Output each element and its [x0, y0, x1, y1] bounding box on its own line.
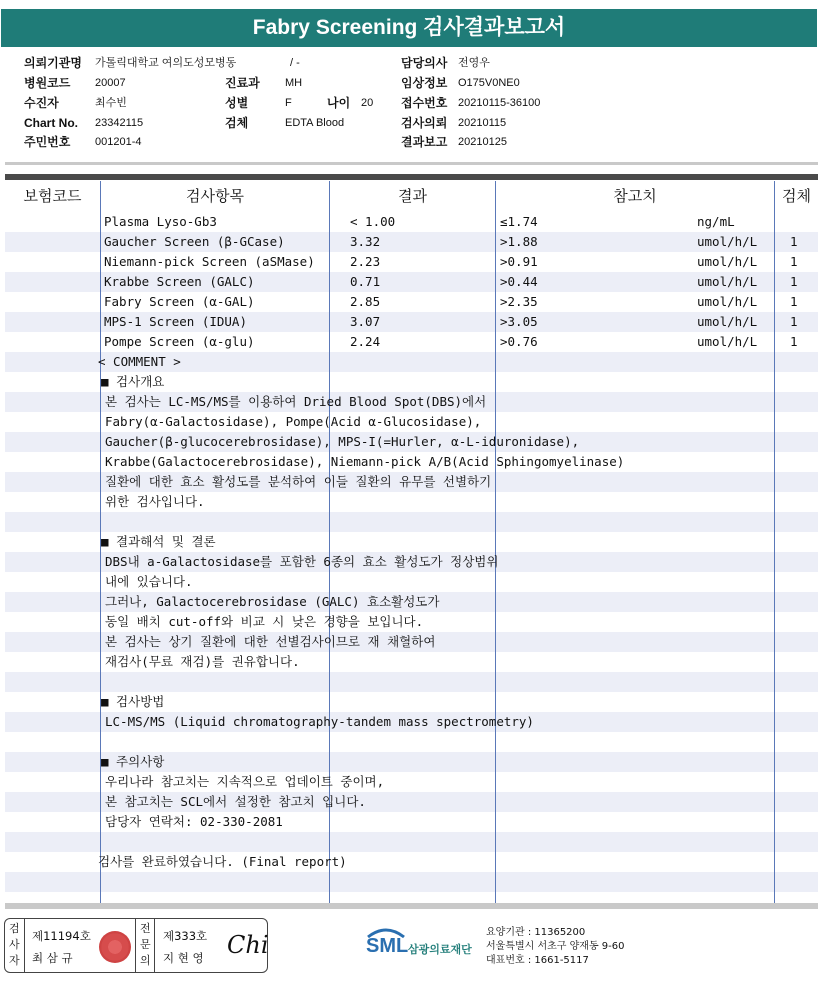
comment-line: ■ 결과해석 및 결론 [101, 534, 216, 549]
unit: umol/h/L [697, 334, 758, 349]
header-reference: 참고치 [613, 187, 657, 205]
hospital-code-label: 병원코드 [24, 76, 71, 90]
inspector-label: 검사자 [9, 922, 20, 967]
test-result: 3.32 [350, 234, 381, 249]
unit: umol/h/L [697, 274, 758, 289]
header-result: 결과 [398, 187, 427, 205]
comment-line: ■ 검사방법 [101, 694, 165, 709]
test-result: 2.23 [350, 254, 381, 269]
comment-line: ■ 검사개요 [101, 374, 165, 389]
reference-range: >2.35 [500, 294, 538, 309]
test-item: Niemann-pick Screen (aSMase) [104, 254, 315, 269]
age-label: 나이 [327, 96, 351, 110]
specialist-label: 전문의 [140, 922, 151, 967]
request-value: 20210115 [458, 117, 507, 129]
reference-range: >0.91 [500, 254, 538, 269]
header-insurance-code: 보험코드 [23, 187, 82, 205]
org-address: 서울특별시 서초구 양재동 9-60 [486, 941, 625, 952]
table-row [5, 232, 818, 252]
comment-line: 위한 검사입니다. [105, 494, 205, 509]
comment-line: DBS내 a-Galactosidase를 포함한 6종의 효소 활성도가 정상범위 [105, 554, 499, 569]
report-footer [0, 915, 818, 983]
receipt-value: 20210115-36100 [458, 97, 541, 109]
org-phone: 대표번호 : 1661-5117 [486, 955, 589, 966]
unit: umol/h/L [697, 294, 758, 309]
receipt-label: 접수번호 [401, 96, 448, 110]
report-label: 결과보고 [401, 135, 448, 149]
comment-line: LC-MS/MS (Liquid chromatography-tandem mass spectrometry) [105, 714, 534, 729]
specimen-label: 검체 [225, 116, 249, 130]
header-specimen: 검체 [782, 187, 811, 205]
comment-line: 동일 배치 cut-off와 비교 시 낮은 경향을 보입니다. [105, 614, 424, 629]
unit: umol/h/L [697, 254, 758, 269]
inspector-label-cell [5, 919, 25, 972]
age-value: 20 [361, 97, 374, 109]
comment-line: 내에 있습니다. [105, 574, 193, 589]
test-item: Krabbe Screen (GALC) [104, 274, 255, 289]
specialist-number: 제333호 [163, 929, 208, 943]
test-item: Plasma Lyso-Gb3 [104, 214, 217, 229]
comment-line: 본 검사는 상기 질환에 대한 선별검사이므로 재 채혈하여 [105, 634, 436, 649]
specimen-code: 1 [790, 254, 798, 269]
resident-value: 001201-4 [95, 136, 142, 148]
reference-range: >0.44 [500, 274, 538, 289]
table-header [5, 181, 818, 211]
institution-value: 가톨릭대학교 여의도성모병동 [95, 57, 237, 69]
specialist-label-cell [135, 919, 155, 972]
resident-label: 주민번호 [24, 135, 71, 149]
seal-stamp-icon [99, 931, 131, 963]
comment-line: 질환에 대한 효소 활성도를 분석하여 이들 질환의 유무를 선별하기 [105, 474, 492, 489]
org-contact [486, 926, 625, 968]
table-row [5, 312, 818, 332]
chart-label: Chart No. [24, 116, 78, 130]
comment-line: 본 참고치는 SCL에서 설정한 참고치 입니다. [105, 794, 366, 809]
logo-text: SML [366, 935, 409, 957]
test-result: 2.24 [350, 334, 381, 349]
inspector-name: 최 삼 규 [32, 951, 73, 965]
doctor-label: 담당의사 [401, 56, 448, 70]
specimen-code: 1 [790, 234, 798, 249]
divider [5, 162, 818, 165]
test-result: 3.07 [350, 314, 381, 329]
unit: umol/h/L [697, 314, 758, 329]
reference-range: ≤1.74 [500, 214, 538, 229]
comment-line: 그러나, Galactocerebrosidase (GALC) 효소활성도가 [105, 594, 440, 609]
dept-label: 진료과 [225, 76, 260, 90]
table-row [5, 292, 818, 312]
specimen-code: 1 [790, 294, 798, 309]
patient-info [0, 52, 818, 156]
test-item: Gaucher Screen (β-GCase) [104, 234, 285, 249]
table-row [5, 252, 818, 272]
test-item: Fabry Screen (α-GAL) [104, 294, 255, 309]
sex-label: 성별 [225, 96, 249, 110]
test-result: 0.71 [350, 274, 381, 289]
table-row [5, 212, 818, 232]
divider-bottom [5, 903, 818, 909]
unit: ng/mL [697, 214, 735, 229]
specimen-code: 1 [790, 314, 798, 329]
comment-line: ■ 주의사항 [101, 754, 165, 769]
clinical-value: O175V0NE0 [458, 77, 520, 89]
sex-value: F [285, 97, 292, 109]
comment-line: 담당자 연락처: 02-330-2081 [105, 814, 283, 829]
specimen-code: 1 [790, 334, 798, 349]
signature-box [4, 918, 268, 973]
org-name: 삼광의료재단 [408, 943, 472, 956]
report-value: 20210125 [458, 136, 507, 148]
divider-thick [5, 174, 818, 180]
comment-header: < COMMENT > [98, 354, 181, 369]
specialist-name: 지 현 영 [163, 951, 204, 965]
reference-range: >1.88 [500, 234, 538, 249]
report-title: Fabry Screening 검사결과보고서 [1, 9, 817, 47]
recipient-label: 수진자 [24, 96, 59, 110]
hospital-code-value: 20007 [95, 77, 126, 89]
comment-line: 본 검사는 LC-MS/MS를 이용하여 Dried Blood Spot(DBS)에서 [105, 394, 487, 409]
test-result: < 1.00 [350, 214, 396, 229]
reference-range: >3.05 [500, 314, 538, 329]
inspector-number: 제11194호 [32, 929, 91, 943]
unit: umol/h/L [697, 234, 758, 249]
comment-line: 우리나라 참고치는 지속적으로 업데이트 중이며, [105, 774, 385, 789]
doctor-value: 전영우 [458, 57, 490, 69]
institution-label: 의뢰기관명 [24, 56, 82, 70]
clinical-label: 임상정보 [401, 76, 448, 90]
final-report-note: 검사를 완료하였습니다. (Final report) [98, 854, 347, 869]
request-label: 검사의뢰 [401, 116, 448, 130]
care-org-code: 요양기관 : 11365200 [486, 927, 586, 938]
comment-line: 재검사(무료 재검)를 권유합니다. [105, 654, 300, 669]
specialist-signature: Chi [227, 931, 269, 959]
test-item: Pompe Screen (α-glu) [104, 334, 255, 349]
reference-range: >0.76 [500, 334, 538, 349]
header-test-item: 검사항목 [186, 187, 244, 205]
test-item: MPS-1 Screen (IDUA) [104, 314, 247, 329]
test-result: 2.85 [350, 294, 381, 309]
chart-value: 23342115 [95, 117, 144, 129]
table-row [5, 332, 818, 352]
dept-value: MH [285, 77, 303, 89]
recipient-value: 최수빈 [95, 97, 127, 109]
comment-line: Fabry(α-Galactosidase), Pompe(Acid α-Glucosidase), [105, 414, 482, 429]
table-row [5, 272, 818, 292]
comment-line: Krabbe(Galactocerebrosidase), Niemann-pick A/B(Acid Sphingomyelinase) [105, 454, 625, 469]
specimen-value: EDTA Blood [285, 117, 345, 129]
comment-line: Gaucher(β-glucocerebrosidase), MPS-I(=Hurler, α-L-iduronidase), [105, 434, 580, 449]
institution-extra: / - [290, 57, 300, 69]
specimen-code: 1 [790, 274, 798, 289]
